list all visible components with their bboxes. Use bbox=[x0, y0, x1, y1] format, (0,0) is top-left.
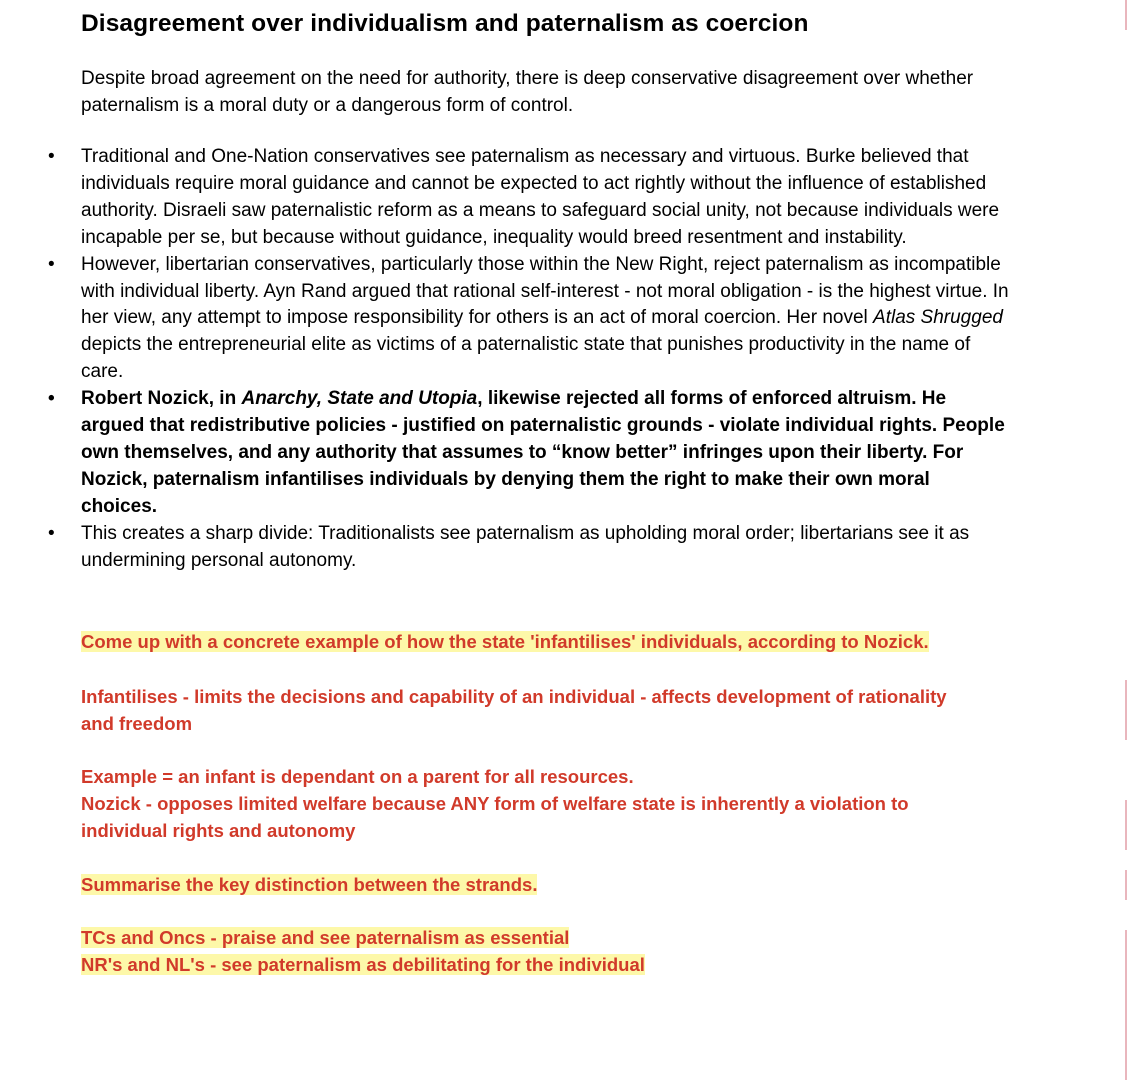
bullet-icon: • bbox=[48, 522, 55, 544]
page-margin-rule bbox=[1125, 0, 1127, 30]
annotation-question-1 bbox=[81, 628, 1001, 655]
bullet-text: However, libertarian conservatives, particularly those within the New Right, reject paternalism as incompatible with individual liberty. Ayn Rand argued that rational self-interest - not moral obligation - is the highest virtue. In her view, any attempt to impose responsibility for others is an act of moral coercion. Her novel bbox=[81, 253, 1009, 329]
bullet-text: Traditional and One-Nation conservatives see paternalism as necessary and virtuous. Burke believed that individuals require moral guidance and cannot be expected to act rightly without the influence of established authority. Disraeli saw paternalistic reform as a means to safeguard social unity, not because individuals were incapable per se, but because without guidance, inequality would breed resentment and instability. bbox=[81, 146, 1000, 248]
bullet-text-cont: depicts the entrepreneurial elite as victims of a paternalistic state that punishes productivity in the name of care. bbox=[81, 334, 971, 383]
bullet-icon: • bbox=[48, 253, 55, 275]
bullet-text: This creates a sharp divide: Traditionalists see paternalism as upholding moral order; libertarians see it as undermining personal autonomy. bbox=[81, 522, 970, 571]
bullet-traditional-one-nation bbox=[0, 144, 1010, 252]
page-margin-rule bbox=[1125, 800, 1127, 850]
bullet-libertarian-rand bbox=[0, 252, 1010, 387]
book-title-atlas-shrugged: Atlas Shrugged bbox=[873, 307, 1003, 329]
annotation-line: individual rights and autonomy bbox=[81, 820, 356, 841]
section-heading: Disagreement over individualism and paternalism as coercion bbox=[81, 10, 809, 37]
annotation-line: Example = an infant is dependant on a parent for all resources. bbox=[81, 766, 634, 787]
highlighted-answer-line: TCs and Oncs - praise and see paternalism as essential bbox=[81, 927, 570, 948]
highlighted-answer-line: NR's and NL's - see paternalism as debilitating for the individual bbox=[81, 954, 645, 975]
page-margin-rule bbox=[1125, 870, 1127, 900]
intro-paragraph: Despite broad agreement on the need for authority, there is deep conservative disagreement over whether paternalism is a moral duty or a dangerous form of control. bbox=[81, 68, 974, 116]
book-title-anarchy-state-utopia: Anarchy, State and Utopia bbox=[241, 388, 478, 410]
annotation-question-2 bbox=[81, 871, 1001, 898]
annotation-answer-definition bbox=[81, 683, 1001, 737]
annotation-line: Nozick - opposes limited welfare because ANY form of welfare state is inherently a violation to bbox=[81, 793, 909, 814]
page-margin-rule bbox=[1125, 930, 1127, 1080]
bullet-text-cont: , likewise rejected all forms of enforced altruism. He argued that redistributive policies - justified on paternalistic grounds - violate individual rights. People own themselves, and any authority that assumes to “know better” infringes upon their liberty. For Nozick, paternalism infantilises individuals by denying them the right to make their own moral choices. bbox=[81, 388, 1005, 517]
bullet-icon: • bbox=[48, 388, 55, 410]
bullet-sharp-divide bbox=[0, 521, 1010, 575]
annotation-line: and freedom bbox=[81, 713, 193, 734]
annotation-answer-example bbox=[81, 763, 1001, 844]
bullet-text: Robert Nozick, in bbox=[81, 388, 242, 410]
annotation-answer-distinction bbox=[81, 924, 1001, 978]
highlighted-question: Come up with a concrete example of how the state 'infantilises' individuals, according to Nozick. bbox=[81, 631, 929, 652]
annotation-line: Infantilises - limits the decisions and capability of an individual - affects development of rationality bbox=[81, 686, 947, 707]
bullet-icon: • bbox=[48, 146, 55, 167]
page-margin-rule bbox=[1125, 680, 1127, 740]
bullet-list bbox=[0, 144, 1010, 575]
bullet-nozick bbox=[0, 386, 1010, 521]
highlighted-question: Summarise the key distinction between the strands. bbox=[81, 874, 538, 895]
